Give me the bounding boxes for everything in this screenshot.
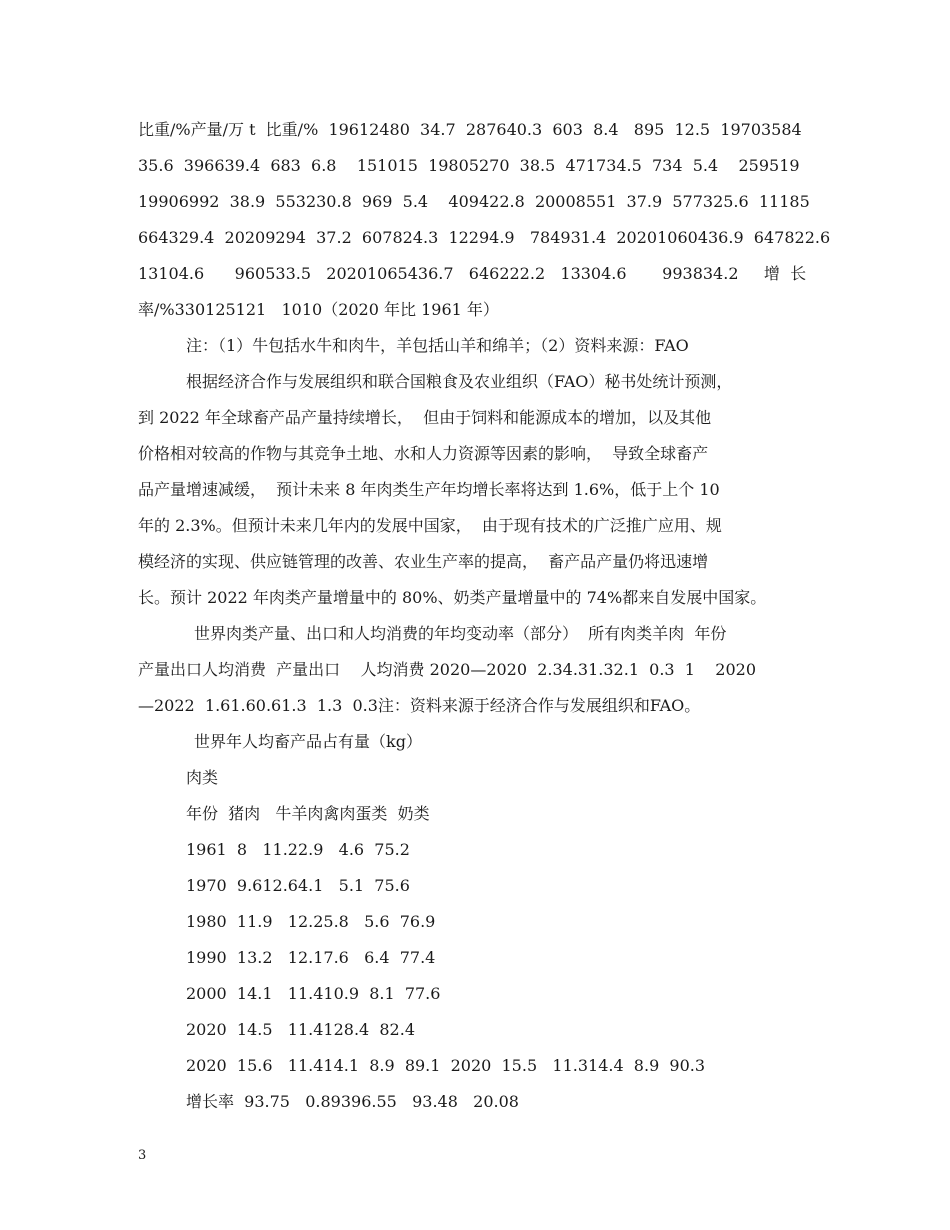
page-number: 3: [138, 1148, 147, 1163]
table-row: 产量出口人均消费 产量出口 人均消费 2020—2020 2.34.31.32.1 0.3 1 2020: [138, 660, 757, 679]
paragraph-line: 品产量增速减缓， 预计未来 8 年肉类生产年均增长率将达到 1.6%，低于上个 10: [138, 480, 720, 499]
paragraph-line: 长。预计 2022 年肉类产量增量中的 80%、奶类产量增量中的 74%都来自发展中国家。: [138, 588, 767, 607]
table-row-header: 比重/%产量/万 t 比重/% 19612480 34.7 287640.3 603 8.4 895 12.5 19703584: [138, 120, 802, 139]
table-row: 664329.4 20209294 37.2 607824.3 12294.9 784931.4 20201060436.9 647822.6: [138, 228, 831, 247]
table-row: 35.6 396639.4 683 6.8 151015 19805270 38.5 471734.5 734 5.4 259519: [138, 156, 800, 175]
table-row: 2020 15.6 11.414.1 8.9 89.1 2020 15.5 11.314.4 8.9 90.3: [186, 1056, 706, 1075]
table-note: 注：（1）牛包括水牛和肉牛，羊包括山羊和绵羊；（2）资料来源：FAO: [186, 336, 689, 355]
table-row: 1970 9.612.64.1 5.1 75.6: [186, 876, 410, 895]
paragraph-line: 年的 2.3%。但预计未来几年内的发展中国家， 由于现有技术的广泛推广应用、规: [138, 516, 722, 535]
table-row: 2020 14.5 11.4128.4 82.4: [186, 1020, 415, 1039]
table-title: 世界年人均畜产品占有量（kg）: [194, 732, 422, 751]
table-row: 13104.6 960533.5 20201065436.7 646222.2 13304.6 993834.2 增 长: [138, 264, 807, 283]
table-row: —2022 1.61.60.61.3 1.3 0.3注：资料来源于经济合作与发展组织和FAO。: [138, 696, 701, 715]
table-title: 世界肉类产量、出口和人均消费的年均变动率（部分） 所有肉类羊肉 年份: [194, 624, 727, 643]
table-row: 1990 13.2 12.17.6 6.4 77.4: [186, 948, 436, 967]
table-row-header: 年份 猪肉 牛羊肉禽肉蛋类 奶类: [186, 804, 430, 823]
paragraph-line: 根据经济合作与发展组织和联合国粮食及农业组织（FAO）秘书处统计预测，: [186, 372, 733, 391]
paragraph-line: 到 2022 年全球畜产品产量持续增长， 但由于饲料和能源成本的增加，以及其他: [138, 408, 712, 427]
paragraph-line: 模经济的实现、供应链管理的改善、农业生产率的提高， 畜产品产量仍将迅速增: [138, 552, 709, 571]
table-row: 肉类: [186, 768, 219, 787]
table-row: 率/%330125121 1010（2020 年比 1961 年）: [138, 300, 499, 319]
table-row: 1980 11.9 12.25.8 5.6 76.9: [186, 912, 436, 931]
paragraph-line: 价格相对较高的作物与其竞争土地、水和人力资源等因素的影响， 导致全球畜产: [138, 444, 709, 463]
table-row: 2000 14.1 11.410.9 8.1 77.6: [186, 984, 441, 1003]
table-row: 19906992 38.9 553230.8 969 5.4 409422.8 20008551 37.9 577325.6 11185: [138, 192, 810, 211]
table-row: 增长率 93.75 0.89396.55 93.48 20.08: [186, 1092, 519, 1111]
table-row: 1961 8 11.22.9 4.6 75.2: [186, 840, 410, 859]
